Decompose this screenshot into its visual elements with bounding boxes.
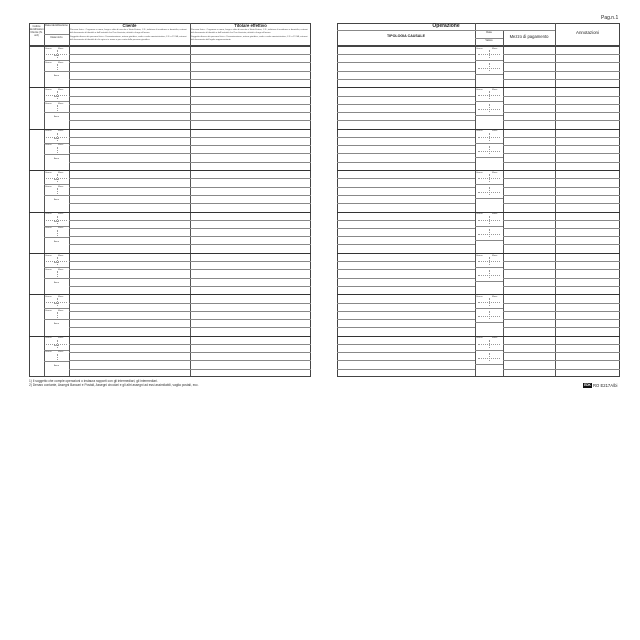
mini-label-giorno: Giorno [45, 47, 52, 50]
mini-divider [475, 60, 503, 61]
row-line [503, 71, 620, 72]
data-inizio-header: Data inizio [50, 36, 63, 39]
row-line [69, 286, 311, 287]
mini-divider [475, 350, 503, 351]
mini-divider [475, 308, 503, 309]
titolare-header-desc-2: Soggetto diverso da persona fisica - Denominazione, natura giuridica, sede e sede amministrativa; C.F. o P. IVA; estremi del documento del legale rappresentante. [191, 36, 308, 41]
row-line [337, 153, 475, 154]
row-line [69, 137, 311, 138]
mini-divider [475, 226, 503, 227]
mini-divider [475, 322, 503, 323]
row-line [69, 327, 311, 328]
row-line [69, 96, 311, 97]
row-line [69, 261, 311, 262]
mini-label-mese: Mese [58, 185, 64, 188]
row-line [69, 236, 311, 237]
footnote-2: 2) Denaro contante, Assegni Bancari e Postali, Assegni circolari e gli altri assegni ad essi assimilabili, vaglia postali, ecc. [29, 383, 199, 387]
mini-divider [478, 95, 500, 96]
row-line [503, 369, 620, 370]
mini-divider [57, 230, 58, 236]
row-line [69, 220, 311, 221]
row-line [337, 278, 475, 279]
mini-label-mese: Mese [58, 47, 64, 50]
row-line [69, 319, 311, 320]
row-line [337, 62, 475, 63]
row-line [337, 79, 475, 80]
row-line [337, 104, 475, 105]
mini-label-mese: Mese [492, 337, 498, 340]
mini-label-giorno: Giorno [45, 171, 52, 174]
mini-divider [475, 240, 503, 241]
mini-label-anno: Anno [54, 179, 60, 182]
mini-divider [57, 147, 58, 153]
left-header-split [44, 34, 69, 35]
row-line [69, 311, 311, 312]
mini-label-giorno: Giorno [45, 213, 52, 216]
row-line [503, 137, 620, 138]
mini-label-mese: Mese [58, 351, 64, 354]
row-line [503, 178, 620, 179]
mini-divider [44, 71, 69, 72]
row-line [337, 286, 475, 287]
form-logo [583, 383, 592, 388]
row-line [503, 203, 620, 204]
row-line [69, 112, 311, 113]
mini-divider [478, 316, 500, 317]
form-code: RO E217A/bi [593, 382, 618, 388]
mini-divider [475, 157, 503, 158]
record-separator [29, 294, 311, 295]
codice-cliente-header: Codice identificativo Cliente (N. ord) [29, 25, 44, 37]
mini-divider [489, 311, 490, 319]
row-line [337, 71, 475, 72]
row-line [69, 162, 311, 163]
mini-divider [478, 54, 500, 55]
row-line [503, 79, 620, 80]
row-line [69, 244, 311, 245]
row-line [69, 369, 311, 370]
mini-label-mese: Mese [58, 130, 64, 133]
row-line [69, 79, 311, 80]
mini-label-giorno: Giorno [45, 309, 52, 312]
mini-divider [478, 151, 500, 152]
mini-divider [475, 364, 503, 365]
row-line [69, 360, 311, 361]
row-line [503, 104, 620, 105]
mini-label-anno: Anno [54, 303, 60, 306]
row-line [337, 352, 475, 353]
mini-label-mese: Mese [58, 102, 64, 105]
mini-label-anno: Anno [54, 282, 60, 284]
row-line [69, 278, 311, 279]
mini-divider [57, 312, 58, 318]
mini-divider [489, 229, 490, 237]
row-line [337, 360, 475, 361]
form-logo-text: EDK [584, 383, 591, 387]
row-line [503, 352, 620, 353]
cliente-header-title: Cliente [122, 23, 137, 28]
row-line [69, 54, 311, 55]
mini-label-giorno: Giorno [476, 295, 483, 298]
row-line [503, 327, 620, 328]
mini-divider [44, 319, 69, 320]
mini-label-giorno: Giorno [45, 351, 52, 354]
mini-label-anno: Anno [54, 157, 60, 160]
row-line [69, 352, 311, 353]
mini-label-giorno: Giorno [45, 61, 52, 64]
mini-divider [478, 358, 500, 359]
mini-label-anno: Anno [54, 364, 60, 367]
row-line [337, 236, 475, 237]
data-operazione-header: Data [486, 31, 492, 34]
mini-label-giorno: Giorno [45, 130, 52, 133]
row-line [69, 120, 311, 121]
row-line [69, 145, 311, 146]
mini-label-anno: Anno [54, 199, 60, 202]
tipologia-causale-header: TIPOLOGIA CAUSALE [386, 34, 425, 38]
mini-label-mese: Mese [492, 171, 498, 174]
row-line [503, 360, 620, 361]
mini-divider [475, 101, 503, 102]
row-line [69, 62, 311, 63]
row-line [503, 278, 620, 279]
row-line [503, 269, 620, 270]
mini-label-anno: Anno [54, 116, 60, 119]
mini-divider [57, 188, 58, 194]
mini-divider [489, 270, 490, 278]
row-line [337, 112, 475, 113]
row-line [503, 145, 620, 146]
mini-label-giorno: Giorno [45, 268, 52, 271]
row-line [337, 344, 475, 345]
mini-label-giorno: Giorno [45, 144, 52, 147]
mini-label-mese: Mese [58, 88, 64, 91]
mini-label-giorno: Giorno [476, 47, 483, 50]
mini-divider [475, 115, 503, 116]
row-line [503, 187, 620, 188]
mini-divider [475, 74, 503, 75]
mini-label-giorno: Giorno [45, 88, 52, 91]
row-line [337, 178, 475, 179]
row-line [337, 145, 475, 146]
row-line [337, 162, 475, 163]
row-line [69, 195, 311, 196]
row-line [337, 220, 475, 221]
mini-divider [478, 137, 500, 138]
mini-label-mese: Mese [58, 227, 64, 230]
row-line [503, 311, 620, 312]
cliente-header-desc-1: Persona fisica - Cognome e nome, luogo e data di nascita e Stato Estero; C.F.; indirizzo di residenza o domicilio; estremi del documento di identità e dell'autorità che l'ha rilasciato; attività o luogo di lavoro. [70, 29, 187, 34]
mini-label-mese: Mese [58, 213, 64, 216]
mini-label-mese: Mese [58, 268, 64, 271]
mini-label-mese: Mese [58, 171, 64, 174]
mini-divider [478, 178, 500, 179]
footnote-1: 1) Il soggetto che compie operazioni o instaura rapporti con gli intermediari, gli intermediari. [29, 379, 158, 383]
mini-divider [44, 112, 69, 113]
mini-label-mese: Mese [58, 295, 64, 298]
record-separator [29, 129, 311, 133]
mezzo-pagamento-header: Mezzo di pagamento [509, 34, 549, 39]
mini-divider [44, 278, 69, 279]
row-line [503, 153, 620, 154]
row-line [337, 228, 475, 229]
titolare-header-desc-1: Persona fisica - Cognome e nome, luogo e data di nascita e Stato Estero; C.F.; indirizzo di residenza o domicilio; estremi del documento di identità e dell'autorità che l'ha rilasciato; attività o luogo di lavoro. [191, 29, 308, 34]
mini-divider [44, 237, 69, 238]
row-line [503, 195, 620, 196]
mini-label-anno: Anno [54, 75, 60, 77]
row-line [337, 187, 475, 188]
cliente-header-desc-2: Soggetto diverso da persona fisica - Denominazione, natura giuridica, sede e sede amministrativa; C.F. o P. IVA; estremi del documento di identità di chi agisce in nome e per conto della persona giuridica. [70, 36, 187, 41]
mini-divider [478, 344, 500, 345]
mini-label-giorno: Giorno [45, 295, 52, 298]
mini-divider [478, 68, 500, 69]
row-line [337, 303, 475, 304]
row-line [69, 303, 311, 304]
mini-label-giorno: Giorno [45, 227, 52, 230]
mini-divider [475, 184, 503, 185]
row-line [337, 311, 475, 312]
mini-divider [478, 302, 500, 303]
mini-label-giorno: Giorno [476, 88, 483, 91]
record-separator [29, 212, 311, 216]
row-line [69, 71, 311, 72]
mini-label-anno: Anno [54, 240, 60, 243]
mini-divider [57, 105, 58, 111]
mini-label-anno: Anno [54, 323, 60, 326]
mini-label-anno: Anno [54, 220, 60, 223]
mini-label-mese: Mese [58, 309, 64, 312]
row-line [503, 228, 620, 229]
mini-label-mese: Mese [492, 130, 498, 133]
mini-label-mese: Mese [492, 47, 498, 50]
mini-divider [475, 281, 503, 282]
valore-operazione-header: Valore [485, 39, 493, 42]
row-line [337, 96, 475, 97]
mini-divider [489, 187, 490, 195]
row-line [503, 120, 620, 121]
mini-divider [489, 353, 490, 361]
mini-label-mese: Mese [58, 254, 64, 257]
row-line [69, 178, 311, 179]
mini-divider [475, 143, 503, 144]
row-line [503, 62, 620, 63]
mini-label-giorno: Giorno [45, 102, 52, 105]
row-line [503, 162, 620, 163]
mini-label-anno: Anno [54, 344, 60, 347]
record-separator [29, 170, 311, 171]
row-line [503, 344, 620, 345]
row-line [503, 236, 620, 237]
mini-divider [475, 267, 503, 268]
page-number-label: Pag.n.1 [601, 15, 619, 21]
record-separator [29, 336, 311, 340]
row-line [69, 187, 311, 188]
mini-label-anno: Anno [54, 137, 60, 140]
mini-label-mese: Mese [492, 88, 498, 91]
mini-label-giorno: Giorno [476, 171, 483, 174]
mini-label-giorno: Giorno [45, 185, 52, 188]
row-line [503, 54, 620, 55]
mini-divider [57, 64, 58, 70]
row-line [69, 344, 311, 345]
row-line [337, 195, 475, 196]
mini-label-mese: Mese [492, 213, 498, 216]
row-line [503, 286, 620, 287]
mini-label-giorno: Giorno [476, 130, 483, 133]
row-line [503, 244, 620, 245]
mini-divider [478, 109, 500, 110]
row-line [337, 244, 475, 245]
data-identificazione-header: Data identificazione [45, 24, 68, 27]
row-line [337, 369, 475, 370]
mini-divider [44, 154, 69, 155]
mini-label-giorno: Giorno [45, 254, 52, 257]
row-line [337, 327, 475, 328]
row-line [503, 261, 620, 262]
mini-divider [478, 275, 500, 276]
row-line [337, 261, 475, 262]
row-line [69, 153, 311, 154]
mini-label-anno: Anno [54, 55, 60, 57]
mini-divider [57, 271, 58, 277]
mini-label-anno: Anno [54, 96, 60, 99]
row-line [337, 269, 475, 270]
record-separator [29, 253, 311, 254]
titolare-header-title: Titolare effettivo [234, 23, 267, 28]
mini-label-mese: Mese [58, 61, 64, 64]
mini-label-giorno: Giorno [476, 254, 483, 257]
mini-label-giorno: Giorno [476, 213, 483, 216]
mini-divider [478, 192, 500, 193]
mini-divider [475, 198, 503, 199]
row-line [503, 303, 620, 304]
mini-divider [489, 104, 490, 112]
row-line [337, 120, 475, 121]
row-line [337, 319, 475, 320]
row-line [337, 137, 475, 138]
mini-label-mese: Mese [58, 144, 64, 147]
mini-divider [489, 146, 490, 154]
row-line [503, 96, 620, 97]
row-line [337, 54, 475, 55]
mini-divider [478, 234, 500, 235]
mini-divider [478, 220, 500, 221]
mini-divider [44, 195, 69, 196]
row-line [503, 112, 620, 113]
mini-label-mese: Mese [492, 254, 498, 257]
mini-divider [44, 361, 69, 362]
row-line [69, 104, 311, 105]
row-line [69, 228, 311, 229]
mini-divider [57, 354, 58, 360]
row-line [503, 220, 620, 221]
annotazioni-header: Annotazioni [576, 30, 599, 35]
mini-label-anno: Anno [54, 262, 60, 264]
mini-label-mese: Mese [58, 337, 64, 340]
mini-label-giorno: Giorno [45, 337, 52, 340]
right-header-split [337, 30, 555, 31]
row-line [503, 319, 620, 320]
row-line [69, 269, 311, 270]
row-line [337, 203, 475, 204]
row-line [69, 203, 311, 204]
mini-label-mese: Mese [492, 295, 498, 298]
mini-divider [478, 261, 500, 262]
operazione-header-title: Operazione [432, 23, 460, 29]
mini-label-giorno: Giorno [476, 337, 483, 340]
mini-divider [489, 63, 490, 71]
record-separator [29, 87, 311, 88]
